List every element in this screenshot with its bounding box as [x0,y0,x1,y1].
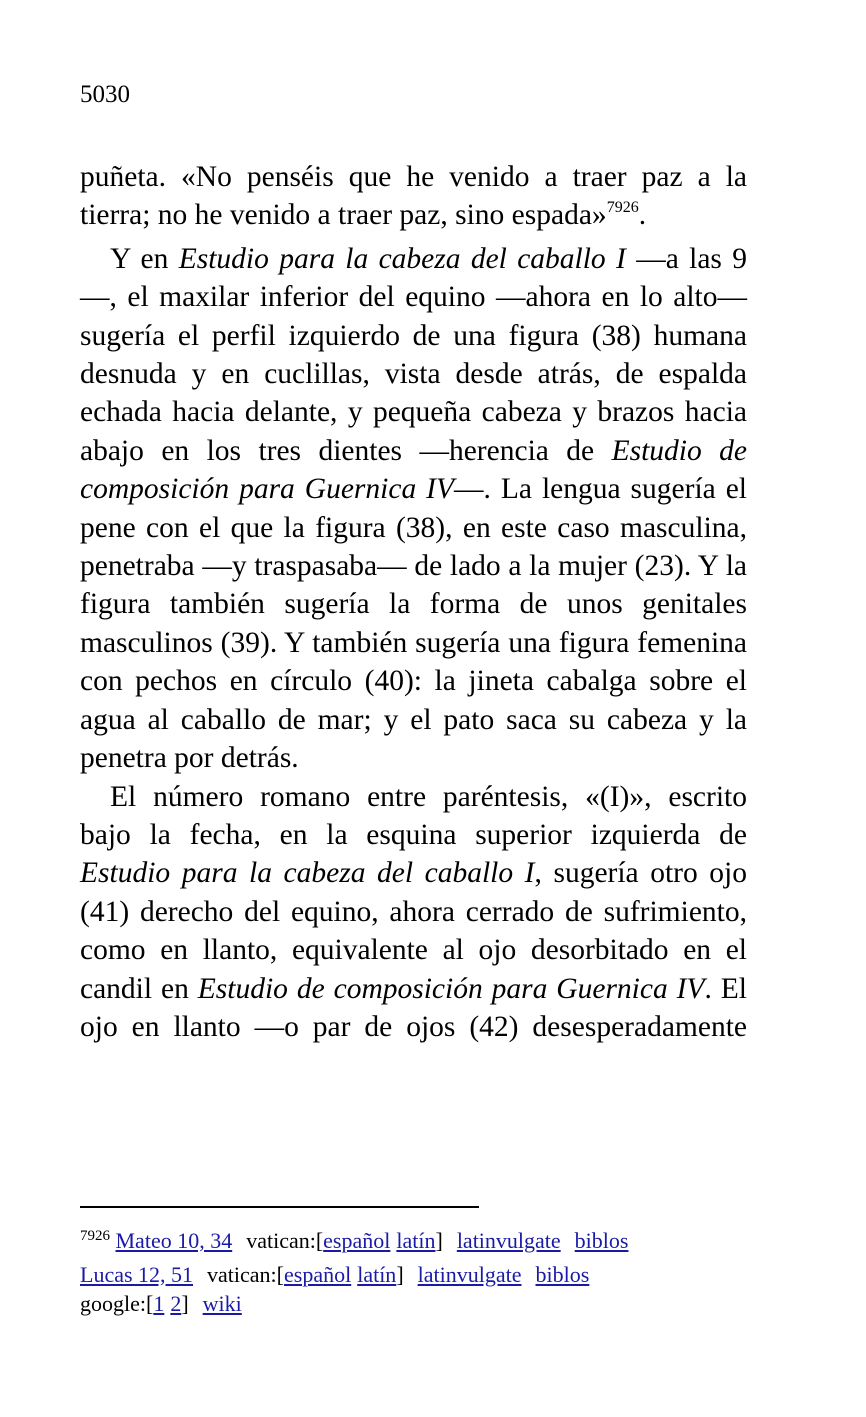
bracket-close: ] [181,1291,189,1316]
bracket-close: ] [396,1261,404,1287]
latin-link[interactable]: latín [396,1228,436,1253]
artwork-title: Estudio para la cabeza del caballo I [178,242,626,275]
google-link-2[interactable]: 2 [170,1291,182,1316]
paragraph-3-text-c: . El ojo en llanto —o par de ojos (42) desesperadamente [80,972,747,1043]
paragraph-2-text-c: —. La lengua sugería el pene con el que la figura (38), en este caso masculina, penetraba —y traspasaba— de lado a la mujer (23). Y la figura también sugería la forma de unos genitales masculinos (39). Y también sugería una figura femenina con pechos en círculo (40): la jineta cabalga sobre el agua al caballo de mar; y el pato saca su cabeza y la penetra por detrás. [80,473,747,775]
body-text [80,158,747,1046]
google-label: google:[ [80,1291,154,1316]
paragraph-2-text-b: —a las 9—, el maxilar inferior del equino —ahora en lo alto— sugería el perfil izquierdo de una figura (38) humana desnuda y en cuclillas, vista desde atrás, de espalda echada hacia delante, y pequeña cabeza y brazos hacia abajo en los tres dientes —herencia de [80,242,747,467]
bracket-close: ] [435,1228,443,1253]
lucas-link[interactable]: Lucas 12, 51 [80,1261,194,1287]
footnote-line-3 [80,1289,780,1319]
paragraph-1 [80,158,747,240]
paragraph-2-text-a: Y en [110,242,179,275]
footnote-line-2 [80,1260,780,1290]
latinvulgate-link[interactable]: latinvulgate [417,1261,522,1287]
vatican-label: vatican:[ [246,1228,324,1253]
google-link-1[interactable]: 1 [153,1291,165,1316]
latinvulgate-link[interactable]: latinvulgate [456,1228,561,1253]
footnote-reference[interactable]: 7926 [606,199,639,217]
mateo-link[interactable]: Mateo 10, 34 [115,1228,233,1253]
paragraph-1-end: . [638,199,647,232]
latin-link[interactable]: latín [357,1261,397,1287]
biblos-link[interactable]: biblos [574,1228,629,1253]
wiki-link[interactable]: wiki [202,1291,242,1316]
espanol-link[interactable]: español [323,1228,391,1253]
paragraph-3 [80,778,747,1047]
footnote-divider [80,1206,479,1208]
footnotes [80,1226,780,1319]
espanol-link[interactable]: español [284,1261,352,1287]
paragraph-2 [80,240,747,778]
footnote-line-1 [80,1226,780,1260]
artwork-title: Estudio para la cabeza del caballo I [80,857,535,890]
page-number: 5030 [80,81,130,108]
vatican-label: vatican:[ [207,1261,284,1287]
paragraph-3-text-a: El número romano entre paréntesis, «(I)», escrito bajo la fecha, en la esquina superior izquierda de [80,780,747,851]
artwork-title: Estudio de composición para Guernica IV [197,972,705,1005]
paragraph-3-text-b: , sugería otro ojo (41) derecho del equino, ahora cerrado de sufrimiento, como en llanto, equivalente al ojo desorbitado en el candil en [80,857,748,1005]
artwork-title: Estudio de composición para Guernica IV [80,434,747,506]
paragraph-1-text: puñeta. «No penséis que he venido a traer paz a la tierra; no he venido a traer paz, sino espada» [80,161,747,232]
footnote-number: 7926 [80,1228,110,1244]
biblos-link[interactable]: biblos [535,1261,590,1287]
